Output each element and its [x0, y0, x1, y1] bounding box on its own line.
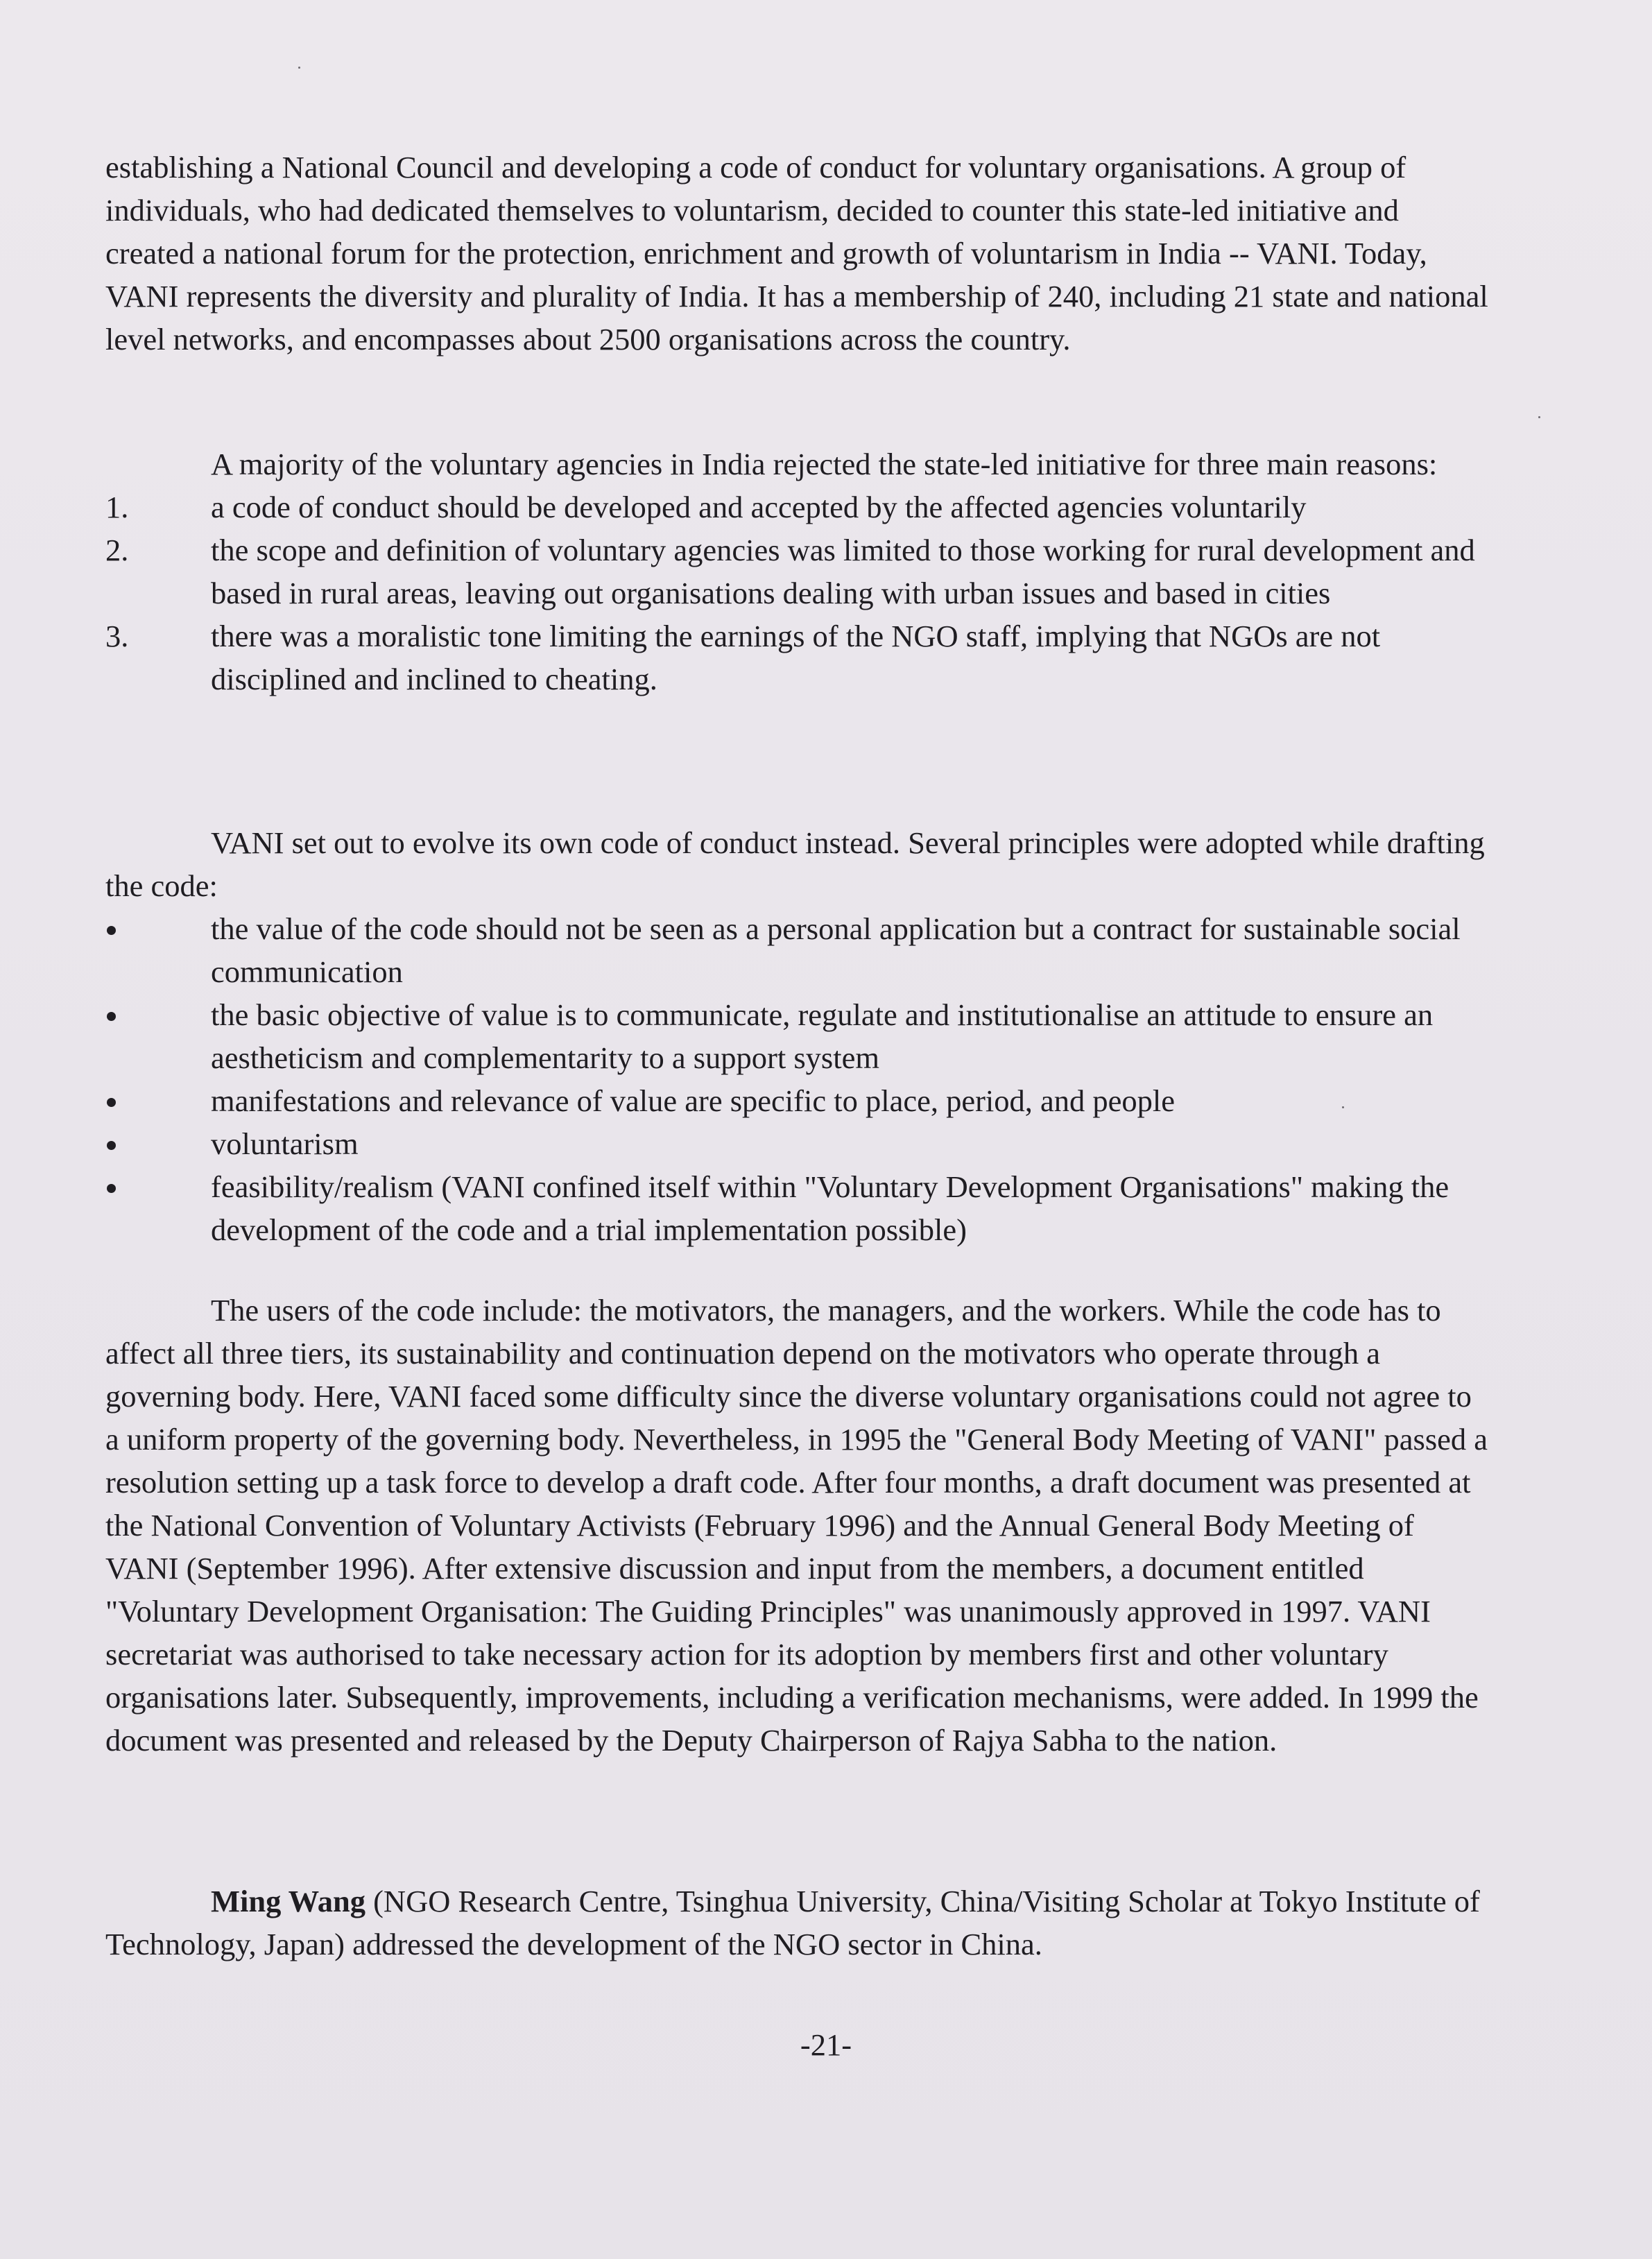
- paragraph-text: [105, 1880, 1492, 1966]
- body-paragraph-1: [105, 146, 1492, 361]
- page-number: -21-: [800, 2027, 852, 2062]
- list-item-text: the basic objective of value is to communicate, regulate and institutionalise an attitude to ensure an aestheticism and complementarity to a support system: [211, 997, 1434, 1075]
- bullet-icon: [107, 1012, 116, 1021]
- list-item-text: feasibility/realism (VANI confined itself within "Voluntary Development Organisations" making the development of the code and a trial implementation possible): [211, 1169, 1449, 1247]
- list-item-text: the value of the code should not be seen as a personal application but a contract for sustainable social communication: [211, 911, 1461, 989]
- list-item: [105, 529, 1492, 615]
- bullet-icon: [107, 1141, 116, 1150]
- paper-speck: [298, 67, 300, 69]
- speaker-name: Ming Wang: [211, 1884, 365, 1918]
- bullet-icon: [107, 1098, 116, 1107]
- principles-intro: VANI set out to evolve its own code of conduct instead. Several principles were adopted while drafting the code:: [105, 825, 1485, 903]
- reasons-section: [105, 443, 1492, 701]
- list-item-text: voluntarism: [211, 1126, 359, 1161]
- reasons-list: [105, 486, 1492, 701]
- bullet-icon: [107, 1184, 116, 1193]
- speaker-description: (NGO Research Centre, Tsinghua University, China/Visiting Scholar at Tokyo Institute of Technology, Japan) addressed the development of the NGO sector in China.: [105, 1884, 1480, 1961]
- list-item: [105, 907, 1492, 993]
- list-item: [105, 1079, 1492, 1122]
- body-paragraph-5: [105, 1880, 1492, 1966]
- paper-speck: [1538, 416, 1540, 418]
- list-item: [105, 1122, 1492, 1165]
- list-item: [105, 615, 1492, 701]
- principles-section: [105, 821, 1492, 1251]
- list-item-text: manifestations and relevance of value are specific to place, period, and people: [211, 1083, 1175, 1118]
- reasons-intro: A majority of the voluntary agencies in India rejected the state-led initiative for three main reasons:: [211, 447, 1438, 481]
- body-paragraph-4: [105, 1289, 1492, 1762]
- bullet-icon: [107, 926, 116, 935]
- list-number: 2.: [105, 533, 129, 567]
- paragraph-text: The users of the code include: the motivators, the managers, and the workers. While the code has to affect all three tiers, its sustainability and continuation depend on the motivators who operate through a governing body. Here, VANI faced some difficulty since the diverse voluntary organisations could not agree to a uniform property of the governing body. Nevertheless, in 1995 the "General Body Meeting of VANI" passed a resolution setting up a task force to develop a draft code. After four months, a draft document was presented at the National Convention of Voluntary Activists (February 1996) and the Annual General Body Meeting of VANI (September 1996). After extensive discussion and input from the members, a document entitled "Voluntary Development Organisation: The Guiding Principles" was unanimously approved in 1997. VANI secretariat was authorised to take necessary action for its adoption by members first and other voluntary organisations later. Subsequently, improvements, including a verification mechanisms, were added. In 1999 the document was presented and released by the Deputy Chairperson of Rajya Sabha to the nation.: [105, 1293, 1488, 1758]
- list-number: 1.: [105, 490, 129, 524]
- list-item: [105, 1165, 1492, 1251]
- list-item-text: the scope and definition of voluntary agencies was limited to those working for rural development and based in rural areas, leaving out organisations dealing with urban issues and based in cities: [211, 533, 1475, 610]
- principles-list: [105, 907, 1492, 1251]
- list-item: [105, 486, 1492, 529]
- list-item-text: a code of conduct should be developed and accepted by the affected agencies voluntarily: [211, 490, 1307, 524]
- paragraph-text: establishing a National Council and developing a code of conduct for voluntary organisations. A group of individuals, who had dedicated themselves to voluntarism, decided to counter this state-led initiative and created a national forum for the protection, enrichment and growth of voluntarism in India -- VANI. Today, VANI represents the diversity and plurality of India. It has a membership of 240, including 21 state and national level networks, and encompasses about 2500 organisations across the country.: [105, 150, 1488, 357]
- list-item-text: there was a moralistic tone limiting the earnings of the NGO staff, implying that NGOs are not disciplined and inclined to cheating.: [211, 619, 1381, 696]
- list-number: 3.: [105, 619, 129, 653]
- list-item: [105, 993, 1492, 1079]
